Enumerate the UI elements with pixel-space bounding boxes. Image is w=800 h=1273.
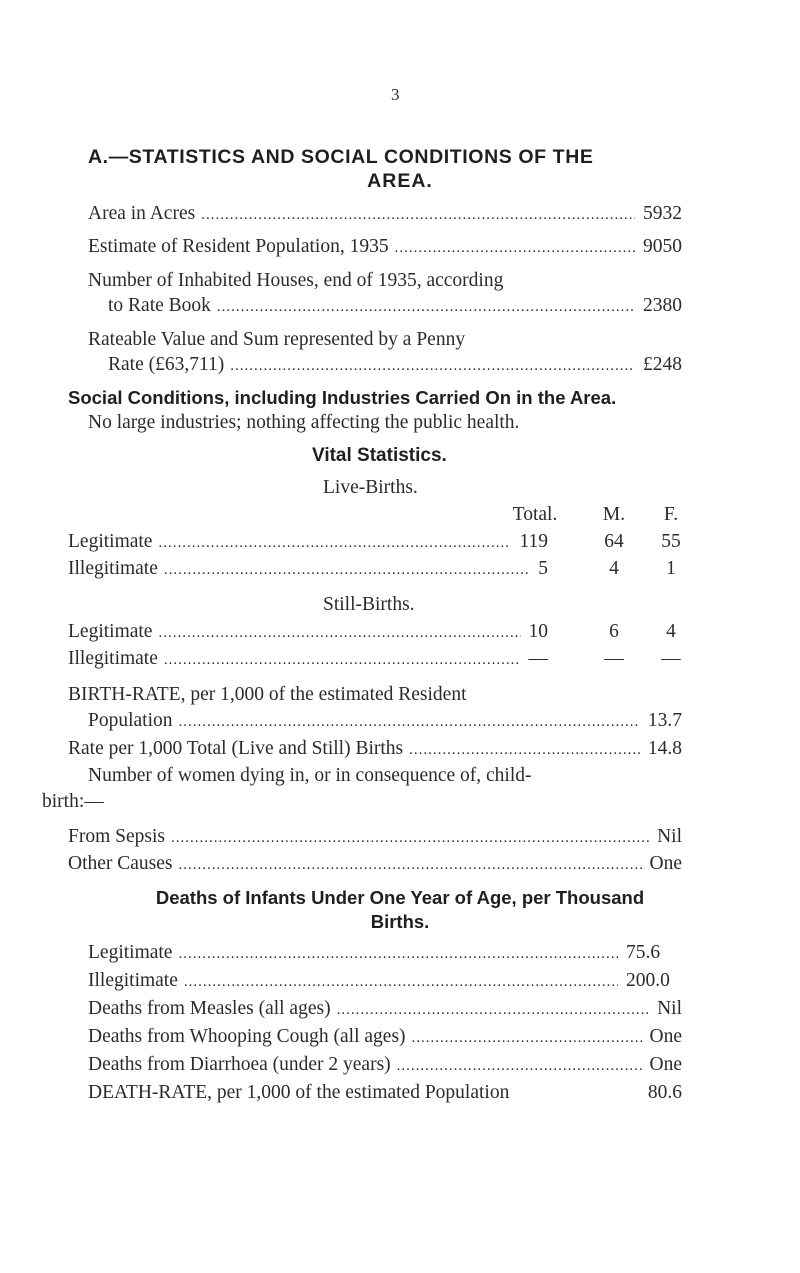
- leader-dots: [217, 299, 635, 316]
- whooping-cough-row: [88, 1026, 682, 1048]
- infant-heading-line2: Births.: [370, 911, 430, 932]
- total-births-rate-row: [68, 738, 682, 760]
- population-row: [88, 236, 682, 258]
- measles-row: [88, 998, 682, 1020]
- still-legit-row: [68, 621, 548, 643]
- diarrhoea-row: [88, 1054, 682, 1076]
- leader-dots: [230, 358, 635, 375]
- social-text: No large industries; nothing affecting the public health.: [88, 412, 520, 433]
- death-rate-row: [88, 1082, 682, 1104]
- maternal-text-line2: birth:—: [42, 791, 104, 812]
- live-legit-f: 55: [661, 531, 681, 552]
- birth-rate-label-line2: Population: [88, 710, 173, 731]
- leader-dots: [179, 857, 642, 874]
- area-label: Area in Acres: [88, 203, 196, 224]
- live-illegit-total: 5: [538, 558, 548, 579]
- rateable-label-line2: Rate (£63,711): [108, 354, 225, 375]
- leader-dots: [178, 946, 618, 963]
- live-illegit-label: Illegitimate: [68, 558, 158, 579]
- measles-value: Nil: [657, 998, 682, 1019]
- infant-legit-label: Legitimate: [88, 942, 173, 963]
- houses-label-line2: to Rate Book: [108, 295, 211, 316]
- diarrhoea-label: Deaths from Diarrhoea (under 2 years): [88, 1054, 391, 1075]
- rateable-label-line1: Rateable Value and Sum represented by a Penny: [88, 329, 466, 350]
- leader-dots: [337, 1002, 649, 1019]
- infant-illegit-value: 200.0: [626, 970, 670, 991]
- maternal-text-line1: Number of women dying in, or in consequence of, child-: [88, 765, 532, 786]
- leader-dots: [171, 830, 649, 847]
- live-legit-label: Legitimate: [68, 531, 153, 552]
- leader-dots: [158, 535, 511, 552]
- area-row: [88, 203, 682, 225]
- live-legit-total: 119: [519, 531, 548, 552]
- sepsis-label: From Sepsis: [68, 826, 165, 847]
- population-label: Estimate of Resident Population, 1935: [88, 236, 389, 257]
- whooping-cough-label: Deaths from Whooping Cough (all ages): [88, 1026, 406, 1047]
- death-rate-label: DEATH-RATE, per 1,000 of the estimated Population: [88, 1082, 510, 1103]
- sepsis-row: [68, 826, 682, 848]
- birth-rate-row: [88, 710, 682, 732]
- still-legit-f: 4: [666, 621, 676, 642]
- live-legit-row: [68, 531, 548, 553]
- birth-rate-value: 13.7: [647, 710, 682, 731]
- measles-label: Deaths from Measles (all ages): [88, 998, 331, 1019]
- still-legit-total: 10: [528, 621, 548, 642]
- social-heading: Social Conditions, including Industries Carried On in the Area.: [68, 387, 617, 408]
- col-header-m: M.: [602, 504, 626, 525]
- leader-dots: [164, 562, 530, 579]
- still-illegit-row: [68, 648, 548, 670]
- total-births-rate-label: Rate per 1,000 Total (Live and Still) Births: [68, 738, 404, 759]
- rateable-value: £248: [643, 354, 682, 375]
- live-illegit-row: [68, 558, 548, 580]
- other-causes-label: Other Causes: [68, 853, 173, 874]
- houses-value: 2380: [643, 295, 682, 316]
- col-header-f: F.: [663, 504, 679, 525]
- leader-dots: [397, 1058, 642, 1075]
- leader-dots: [395, 240, 635, 257]
- leader-dots: [184, 974, 618, 991]
- infant-legit-value: 75.6: [626, 942, 661, 963]
- leader-dots: [158, 625, 520, 642]
- still-births-title: Still-Births.: [323, 594, 415, 615]
- death-rate-value: 80.6: [647, 1082, 682, 1103]
- live-illegit-f: 1: [666, 558, 676, 579]
- area-value: 5932: [643, 203, 682, 224]
- col-header-total: Total.: [512, 504, 558, 525]
- infant-illegit-row: [88, 970, 682, 992]
- whooping-cough-value: One: [649, 1026, 682, 1047]
- diarrhoea-value: One: [649, 1054, 682, 1075]
- infant-heading: Deaths of Infants Under One Year of Age, per Thousand: [155, 887, 645, 908]
- houses-row: [108, 295, 682, 317]
- still-illegit-f: —: [661, 648, 681, 669]
- other-causes-value: One: [649, 853, 682, 874]
- leader-dots: [179, 714, 640, 731]
- birth-rate-label-line1: BIRTH-RATE, per 1,000 of the estimated Resident: [68, 684, 467, 705]
- vital-heading: Vital Statistics.: [312, 445, 447, 466]
- still-legit-m: 6: [609, 621, 619, 642]
- still-illegit-label: Illegitimate: [68, 648, 158, 669]
- sepsis-value: Nil: [657, 826, 682, 847]
- total-births-rate-value: 14.8: [647, 738, 682, 759]
- other-causes-row: [68, 853, 682, 875]
- rateable-row: [108, 354, 682, 376]
- live-illegit-m: 4: [609, 558, 619, 579]
- houses-label-line1: Number of Inhabited Houses, end of 1935, according: [88, 270, 504, 291]
- infant-illegit-label: Illegitimate: [88, 970, 178, 991]
- leader-dots: [409, 742, 640, 759]
- live-births-title: Live-Births.: [323, 477, 418, 498]
- live-legit-m: 64: [604, 531, 624, 552]
- leader-dots: [412, 1030, 642, 1047]
- leader-dots: [164, 652, 521, 669]
- population-value: 9050: [643, 236, 682, 257]
- leader-dots: [201, 207, 635, 224]
- infant-legit-row: [88, 942, 682, 964]
- page-title: A.—STATISTICS AND SOCIAL CONDITIONS OF THE: [88, 146, 594, 168]
- still-legit-label: Legitimate: [68, 621, 153, 642]
- page-title-line2: AREA.: [367, 170, 433, 192]
- still-illegit-m: —: [604, 648, 624, 669]
- still-illegit-total: —: [528, 648, 548, 669]
- page-number: 3: [391, 85, 400, 104]
